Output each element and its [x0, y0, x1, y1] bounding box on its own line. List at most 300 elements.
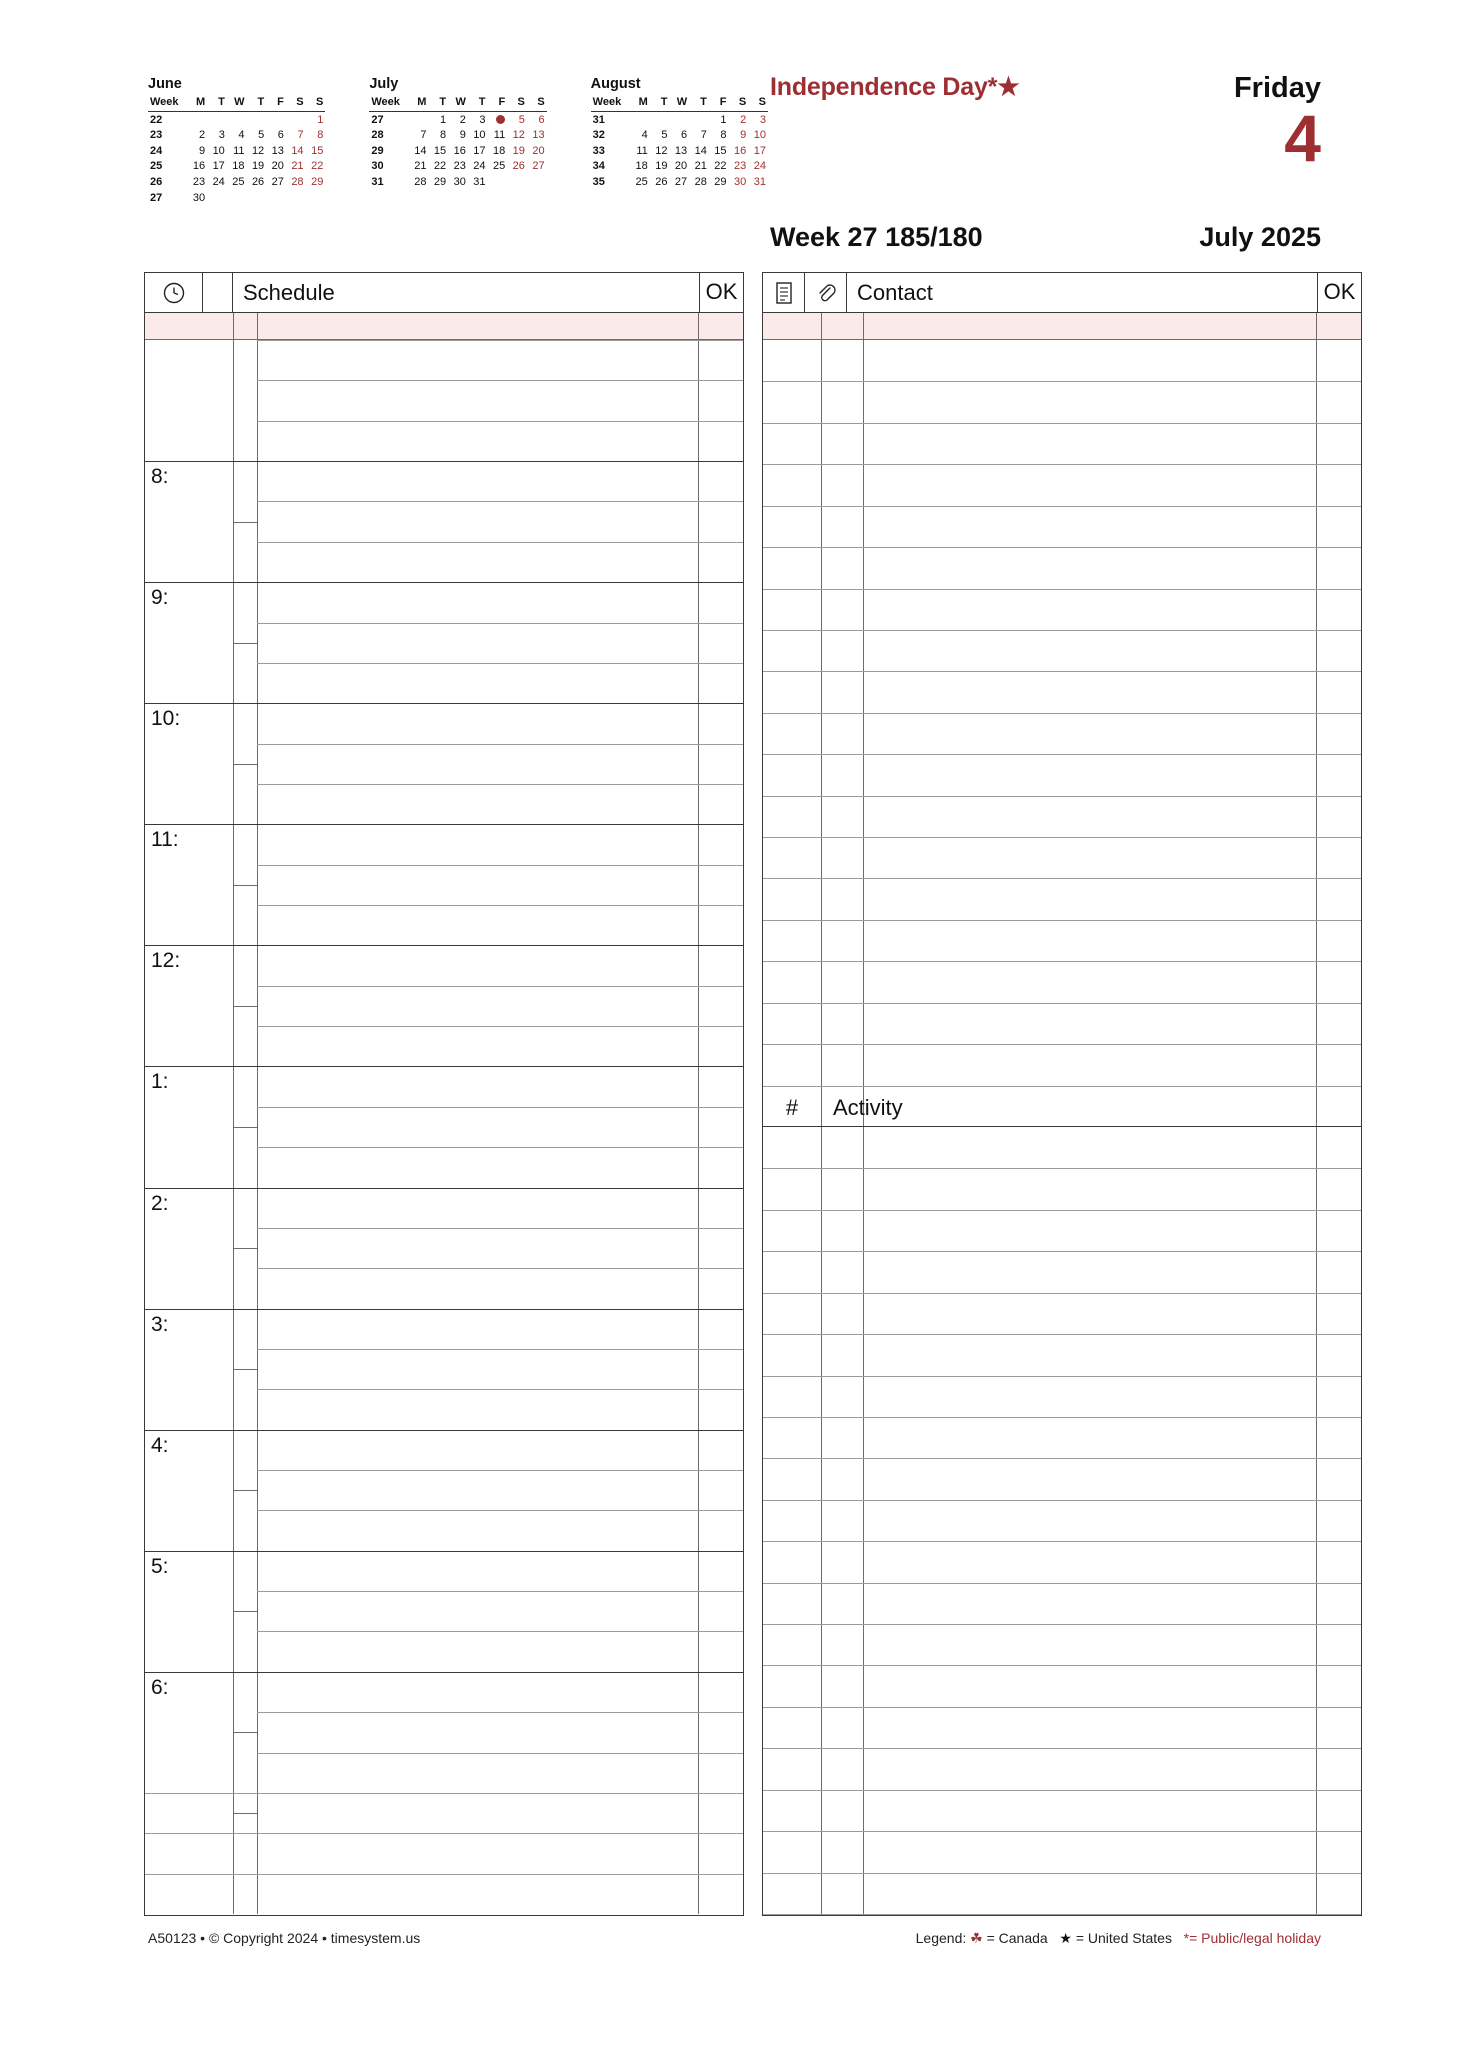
mini-calendar-day-cell[interactable] [266, 190, 286, 206]
mini-calendar-day-cell[interactable]: 2 [199, 129, 206, 142]
activity-row-line [763, 1541, 1361, 1542]
mini-calendar-day-cell[interactable]: 27 [271, 176, 284, 189]
mini-calendar-day-cell[interactable]: 9 [740, 129, 747, 142]
contact-row-line [763, 423, 1361, 424]
contact-row-line [763, 713, 1361, 714]
mini-calendar-day-cell[interactable]: 22 [714, 160, 727, 173]
mini-calendar-day-cell[interactable]: 14 [291, 144, 304, 157]
schedule-half-hour-tick [233, 522, 257, 523]
mini-calendar-week-number: 27 [371, 113, 384, 126]
mini-calendar-day-cell[interactable]: 4 [238, 129, 245, 142]
contact-panel [762, 272, 1362, 1916]
mini-calendar-day-cell[interactable]: 28 [414, 176, 427, 189]
activity-row-line [763, 1624, 1361, 1625]
schedule-subrow-line [257, 1470, 743, 1471]
mini-calendar-week-row [148, 112, 325, 128]
activity-row-line [763, 1748, 1361, 1749]
legend-canada-text: = Canada [986, 1930, 1048, 1946]
mini-calendar-week-number: 34 [592, 160, 605, 173]
mini-calendar-day-header: F [266, 95, 286, 112]
schedule-half-hour-tick [233, 1248, 257, 1249]
schedule-subrow-line [257, 905, 743, 906]
schedule-half-hour-tick [233, 1611, 257, 1612]
mini-calendar-day-cell[interactable]: 18 [635, 160, 648, 173]
mini-calendar-day-cell[interactable]: 20 [532, 144, 545, 157]
activity-header [763, 1086, 1361, 1127]
mini-calendar-day-cell[interactable] [630, 112, 650, 128]
schedule-hour-label: 2: [151, 1191, 169, 1215]
contact-row-line [763, 671, 1361, 672]
contact-row-line [763, 589, 1361, 590]
schedule-half-hour-tick [233, 1006, 257, 1007]
mini-calendar-day-cell[interactable]: 17 [212, 160, 225, 173]
mini-calendar-week-number: 31 [371, 176, 384, 189]
schedule-hour-label: 1: [151, 1070, 169, 1094]
mini-calendar-day-cell[interactable]: 1 [440, 113, 447, 126]
mini-calendar-day-cell[interactable]: 19 [512, 144, 525, 157]
mini-calendar-day-cell[interactable]: 25 [232, 176, 245, 189]
mini-calendar-day-header: M [409, 95, 429, 112]
footer-legend [916, 1930, 1321, 1947]
mini-calendar-day-cell[interactable]: 6 [538, 113, 545, 126]
mini-calendar-day-cell[interactable]: 25 [635, 176, 648, 189]
mini-calendar-day-cell[interactable]: 15 [433, 144, 447, 157]
mini-calendar-day-cell[interactable]: 28 [694, 176, 707, 189]
mini-calendar-day-cell[interactable]: 17 [473, 144, 486, 157]
mini-calendar-day-cell[interactable]: 23 [192, 176, 206, 189]
mini-calendar-month-label: August [590, 76, 641, 92]
mini-calendar-day-cell[interactable]: 25 [492, 160, 506, 173]
mini-calendar-day-cell[interactable]: 21 [694, 160, 707, 173]
schedule-tick-divider [257, 340, 258, 1914]
mini-calendar-week-number: 35 [592, 176, 605, 189]
mini-calendar-day-cell[interactable]: 15 [311, 144, 324, 157]
mini-calendar-day-cell[interactable] [650, 112, 670, 128]
schedule-row-line [257, 380, 743, 381]
mini-calendar-week-number: 27 [150, 191, 163, 204]
schedule-hour-label: 12: [151, 949, 181, 973]
mini-calendar-month-label: June [148, 76, 182, 92]
activity-row-line [763, 1790, 1361, 1791]
legend-label: Legend: [915, 1930, 967, 1946]
mini-calendar-day-cell[interactable]: 9 [459, 129, 466, 142]
clock-icon [145, 273, 203, 312]
activity-row-line [763, 1914, 1361, 1915]
mini-calendar-day-cell[interactable]: 3 [218, 129, 225, 142]
mini-calendar-week-number: 30 [371, 160, 384, 173]
contact-row-line [763, 796, 1361, 797]
mini-calendar-day-cell[interactable]: 23 [733, 160, 747, 173]
mini-calendar-day-cell[interactable] [306, 190, 326, 206]
contact-row-line [763, 920, 1361, 921]
schedule-hour-label: 8: [151, 465, 169, 489]
contact-row-line [763, 630, 1361, 631]
schedule-title: Schedule [243, 279, 335, 305]
schedule-tick-col-header [203, 273, 233, 312]
mini-calendar-day-cell[interactable] [247, 112, 267, 128]
mini-calendar-day-header: T [428, 95, 448, 112]
mini-calendar-day-cell[interactable]: 13 [532, 129, 545, 142]
mini-calendar-day-cell[interactable]: 13 [674, 144, 688, 157]
schedule-subrow-line [257, 1753, 743, 1754]
mini-calendar-day-cell[interactable]: 23 [453, 160, 466, 173]
mini-calendar-day-cell[interactable] [507, 175, 527, 191]
mini-calendar-day-cell[interactable]: 4 [641, 129, 648, 142]
mini-calendar-day-cell[interactable]: 17 [753, 144, 766, 157]
mini-calendar-day-cell[interactable] [247, 190, 267, 206]
contact-row-line [763, 381, 1361, 382]
mini-calendar-day-cell[interactable]: 14 [694, 144, 707, 157]
schedule-ok-label: OK [699, 273, 743, 312]
mini-calendar-day-cell[interactable]: 11 [636, 144, 648, 157]
mini-calendar-day-cell[interactable] [286, 112, 306, 128]
schedule-hour-line [145, 703, 743, 704]
mini-calendar-day-cell[interactable]: 26 [655, 176, 668, 189]
schedule-grid[interactable] [145, 340, 743, 1914]
mini-calendar-day-cell[interactable]: 7 [297, 129, 304, 142]
schedule-half-hour-tick [233, 1369, 257, 1370]
mini-calendar-day-cell[interactable]: 3 [479, 113, 486, 126]
mini-calendar-day-cell[interactable] [689, 112, 709, 128]
schedule-row-line [145, 1833, 743, 1834]
mini-calendar-day-header: T [650, 95, 670, 112]
schedule-hour-line [145, 1672, 743, 1673]
schedule-hour-label: 6: [151, 1675, 169, 1699]
schedule-subrow-line [257, 744, 743, 745]
contact-row-line [763, 837, 1361, 838]
mini-calendar-day-header: T [247, 95, 267, 112]
mini-calendar-day-cell[interactable]: 24 [753, 160, 766, 173]
activity-row-line [763, 1583, 1361, 1584]
contact-row-line [763, 1044, 1361, 1045]
mini-calendar-day-header: T [468, 95, 488, 112]
mini-calendar-day-cell[interactable] [488, 175, 508, 191]
mini-calendar-day-header: S [748, 95, 768, 112]
schedule-subrow-line [257, 1107, 743, 1108]
mini-calendar-day-cell[interactable]: 19 [251, 160, 265, 173]
activity-row-line [763, 1831, 1361, 1832]
mini-calendar-day-header: T [689, 95, 709, 112]
mini-calendar-day-cell[interactable]: 30 [192, 191, 206, 204]
mini-calendar-day-cell[interactable]: 27 [532, 160, 545, 173]
mini-calendar-day-cell[interactable] [227, 190, 247, 206]
mini-calendar-day-cell[interactable]: 6 [277, 129, 284, 142]
schedule-half-hour-tick [233, 1732, 257, 1733]
mini-calendar-week-row [148, 175, 325, 191]
schedule-row-line [145, 1874, 743, 1875]
mini-calendar-day-header: F [709, 95, 729, 112]
mini-calendar-day-cell[interactable]: 22 [311, 160, 324, 173]
mini-calendar-day-header: F [488, 95, 508, 112]
schedule-pink-strip [145, 313, 743, 340]
schedule-half-hour-tick [233, 1127, 257, 1128]
contact-grid[interactable] [763, 340, 1361, 1914]
legend-holiday-text: *= Public/legal holiday [1183, 1930, 1321, 1946]
mini-calendar-day-cell[interactable]: 29 [311, 176, 324, 189]
activity-row-line [763, 1334, 1361, 1335]
mini-calendar-day-cell[interactable] [266, 112, 286, 128]
mini-calendar-week-number: 22 [150, 113, 163, 126]
mini-calendar-month-label: July [369, 76, 399, 92]
schedule-hour-label: 9: [151, 586, 169, 610]
mini-calendar-week-row [591, 112, 768, 128]
mini-calendar-week-number: 29 [371, 144, 384, 157]
mini-calendar-day-header: S [729, 95, 749, 112]
mini-calendar-day-cell[interactable]: 21 [414, 160, 427, 173]
mini-calendar-day-header: M [630, 95, 650, 112]
schedule-half-hour-tick [233, 1490, 257, 1491]
mini-calendar-day-header: T [207, 95, 227, 112]
mini-calendar-day-cell[interactable]: 12 [655, 144, 668, 157]
schedule-panel [144, 272, 744, 1916]
mini-calendar-week-row [591, 128, 768, 144]
activity-row-line [763, 1873, 1361, 1874]
schedule-hour-line [145, 1551, 743, 1552]
schedule-row-line [257, 340, 743, 341]
schedule-subrow-line [257, 784, 743, 785]
month-year: July 2025 [1199, 222, 1321, 252]
mini-calendar-day-cell[interactable]: 8 [720, 129, 727, 142]
mini-calendar-day-cell[interactable]: 16 [192, 160, 206, 173]
schedule-subrow-line [257, 1591, 743, 1592]
contact-row-line [763, 1086, 1361, 1087]
mini-calendar-day-cell[interactable]: 5 [258, 129, 265, 142]
mini-calendar-day-cell[interactable] [527, 175, 547, 191]
mini-calendar-day-cell[interactable] [207, 190, 227, 206]
contact-row-line [763, 1003, 1361, 1004]
mini-calendar-day-cell[interactable]: 11 [493, 129, 506, 142]
schedule-subrow-line [257, 1389, 743, 1390]
mini-calendar-day-cell[interactable]: 30 [733, 176, 747, 189]
mini-calendar-week-row [148, 143, 325, 159]
schedule-hour-line [145, 461, 743, 462]
contact-row-line [763, 754, 1361, 755]
contact-row-line [763, 506, 1361, 507]
schedule-hour-line [145, 945, 743, 946]
schedule-row-line [257, 421, 743, 422]
activity-row-line [763, 1251, 1361, 1252]
mini-calendar-day-cell[interactable] [669, 112, 689, 128]
schedule-hour-label: 3: [151, 1312, 169, 1336]
mini-calendar-week-number: 25 [150, 160, 163, 173]
footer-copyright: A50123 • © Copyright 2024 • timesystem.us [148, 1930, 421, 1946]
contact-ok-label: OK [1317, 273, 1361, 312]
mini-calendar-day-header: S [527, 95, 547, 112]
mini-calendar-day-cell[interactable]: 15 [714, 144, 727, 157]
schedule-subrow-line [257, 1712, 743, 1713]
schedule-subrow-line [257, 542, 743, 543]
mini-calendar-day-cell[interactable]: 22 [433, 160, 447, 173]
mini-calendar-week-number: 26 [150, 176, 163, 189]
mini-calendar-day-cell[interactable]: 20 [271, 160, 284, 173]
mini-calendar-day-cell[interactable]: 31 [473, 176, 486, 189]
mini-calendar-day-header: S [507, 95, 527, 112]
mini-calendar-day-cell[interactable]: 29 [714, 176, 727, 189]
mini-calendar-day-cell[interactable]: 5 [661, 129, 668, 142]
mini-calendar-week-row [369, 159, 546, 175]
mini-calendar-day-cell[interactable]: 19 [655, 160, 668, 173]
mini-calendar-day-cell[interactable]: 2 [459, 113, 466, 126]
legend-us-text: = United States [1075, 1930, 1172, 1946]
schedule-hour-label: 5: [151, 1554, 169, 1578]
contact-row-line [763, 961, 1361, 962]
mini-calendar-day-cell[interactable]: 24 [473, 160, 486, 173]
schedule-hour-line [145, 582, 743, 583]
contact-row-line [763, 464, 1361, 465]
schedule-hour-line [145, 1066, 743, 1067]
mini-calendar-week-row [591, 175, 768, 191]
mini-calendar-day-cell[interactable]: 26 [512, 160, 525, 173]
mini-calendar-week-row [148, 159, 325, 175]
mini-calendar-week-number: 24 [150, 144, 163, 157]
mini-calendar-day-cell[interactable]: 24 [212, 176, 225, 189]
schedule-ok-divider [698, 340, 699, 1914]
schedule-subrow-line [257, 1631, 743, 1632]
schedule-subrow-line [257, 663, 743, 664]
activity-hash-label: # [785, 1094, 799, 1120]
mini-calendar-day-cell[interactable] [207, 112, 227, 128]
contact-col-divider-1 [821, 340, 822, 1914]
mini-calendar-day-cell[interactable]: 28 [291, 176, 304, 189]
mini-calendar-week-row [148, 190, 325, 206]
schedule-subrow-line [257, 1349, 743, 1350]
contact-pink-strip [763, 313, 1361, 340]
schedule-header [145, 273, 743, 313]
mini-calendar-day-cell[interactable]: 26 [251, 176, 265, 189]
mini-calendar-week-header: Week [369, 95, 408, 112]
mini-calendar-day-cell[interactable]: 11 [233, 144, 245, 157]
mini-calendar-day-cell[interactable]: 16 [733, 144, 747, 157]
weekday-label: Friday [1233, 72, 1321, 104]
mini-calendar-day-cell[interactable]: 10 [473, 129, 486, 142]
mini-calendar-day-header: W [669, 95, 689, 112]
schedule-subrow-line [257, 865, 743, 866]
mini-calendar-day-cell[interactable]: 9 [199, 144, 206, 157]
activity-row-line [763, 1210, 1361, 1211]
activity-row-line [763, 1500, 1361, 1501]
holiday-label: Independence Day*★ [770, 73, 1020, 101]
activity-title: Activity [833, 1094, 903, 1120]
mini-calendar-day-cell[interactable]: 30 [453, 176, 466, 189]
mini-calendar-day-cell[interactable]: 2 [740, 113, 747, 126]
schedule-hour-line [145, 1188, 743, 1189]
mini-calendar-week-row [369, 112, 546, 128]
schedule-hour-line [145, 1309, 743, 1310]
mini-calendar-day-cell[interactable]: 1 [317, 113, 324, 126]
contact-row-line [763, 878, 1361, 879]
paperclip-icon [805, 273, 847, 312]
mini-calendar-day-cell[interactable]: 21 [291, 160, 304, 173]
mini-calendar-day-cell[interactable]: 5 [518, 113, 525, 126]
mini-calendar-day-cell[interactable]: 1 [720, 113, 727, 126]
mini-calendar-day-cell[interactable] [488, 112, 508, 128]
schedule-half-hour-tick [233, 643, 257, 644]
mini-calendar-day-header: W [227, 95, 247, 112]
mini-calendar-week-header: Week [148, 95, 187, 112]
mini-calendar-day-cell[interactable]: 8 [317, 129, 324, 142]
mini-calendar-week-number: 32 [592, 129, 605, 142]
mini-calendar-day-cell[interactable]: 29 [433, 176, 447, 189]
mini-calendar-week-number: 31 [592, 113, 605, 126]
mini-calendar-day-header: W [448, 95, 468, 112]
mini-calendar-week-header: Week [591, 95, 630, 112]
mini-calendar-day-cell[interactable]: 6 [681, 129, 688, 142]
mini-calendar-day-cell[interactable]: 20 [674, 160, 688, 173]
mini-calendar-week-number: 28 [371, 129, 384, 142]
mini-calendars [148, 76, 768, 206]
mini-calendar-week-number: 23 [150, 129, 163, 142]
mini-calendar-day-cell[interactable]: 16 [453, 144, 466, 157]
mini-calendar-day-cell[interactable]: 3 [759, 113, 766, 126]
mini-calendar-day-cell[interactable]: 13 [271, 144, 284, 157]
mini-calendar-week-number: 33 [592, 144, 605, 157]
activity-row-line [763, 1707, 1361, 1708]
mini-calendar-week-row [369, 128, 546, 144]
schedule-hour-label: 11: [151, 828, 179, 852]
mini-calendar-day-cell[interactable] [286, 190, 306, 206]
mini-calendar-day-cell[interactable] [187, 112, 207, 128]
mini-calendar-day-cell[interactable]: 8 [440, 129, 447, 142]
schedule-row-line [145, 1793, 743, 1794]
mini-calendar-day-cell[interactable]: 18 [232, 160, 245, 173]
mini-calendar-day-cell[interactable]: 12 [251, 144, 265, 157]
contact-ok-divider [1316, 340, 1317, 1914]
mini-calendar-day-cell[interactable]: 14 [414, 144, 427, 157]
schedule-hour-line [145, 824, 743, 825]
mini-calendar-day-header: S [286, 95, 306, 112]
schedule-subrow-line [257, 1147, 743, 1148]
schedule-hour-line [145, 1430, 743, 1431]
activity-row-line [763, 1417, 1361, 1418]
activity-row-line [763, 1376, 1361, 1377]
mini-calendar-august [591, 76, 768, 206]
schedule-subrow-line [257, 1510, 743, 1511]
mini-calendar-day-cell[interactable]: 10 [212, 144, 225, 157]
mini-calendar-june [148, 76, 325, 206]
today-dot-icon [496, 115, 505, 124]
mini-calendar-day-cell[interactable] [409, 112, 429, 128]
schedule-subrow-line [257, 986, 743, 987]
mini-calendar-day-cell[interactable]: 12 [512, 129, 525, 142]
mini-calendar-week-row [369, 143, 546, 159]
mini-calendar-day-cell[interactable]: 10 [753, 129, 766, 142]
mini-calendar-day-cell[interactable]: 7 [420, 129, 427, 142]
schedule-hour-label: 10: [151, 707, 181, 731]
day-number: 4 [1284, 101, 1321, 175]
mini-calendar-week-row [369, 175, 546, 191]
contact-title: Contact [857, 279, 933, 305]
note-icon [763, 273, 805, 312]
mini-calendar-week-row [591, 159, 768, 175]
mini-calendar-july [369, 76, 546, 206]
activity-row-line [763, 1665, 1361, 1666]
schedule-hour-label: 4: [151, 1433, 169, 1457]
mini-calendar-day-cell[interactable]: 31 [753, 176, 766, 189]
mini-calendar-day-cell[interactable]: 18 [492, 144, 506, 157]
mini-calendar-day-cell[interactable]: 7 [700, 129, 707, 142]
schedule-subrow-line [257, 1026, 743, 1027]
contact-header [763, 273, 1361, 313]
activity-row-line [763, 1458, 1361, 1459]
mini-calendar-day-cell[interactable] [227, 112, 247, 128]
schedule-half-hour-tick [233, 1813, 257, 1814]
schedule-subrow-line [257, 623, 743, 624]
contact-row-line [763, 547, 1361, 548]
schedule-subrow-line [257, 501, 743, 502]
mini-calendar-day-cell[interactable]: 27 [674, 176, 688, 189]
activity-row-line [763, 1293, 1361, 1294]
activity-row-line [763, 1168, 1361, 1169]
